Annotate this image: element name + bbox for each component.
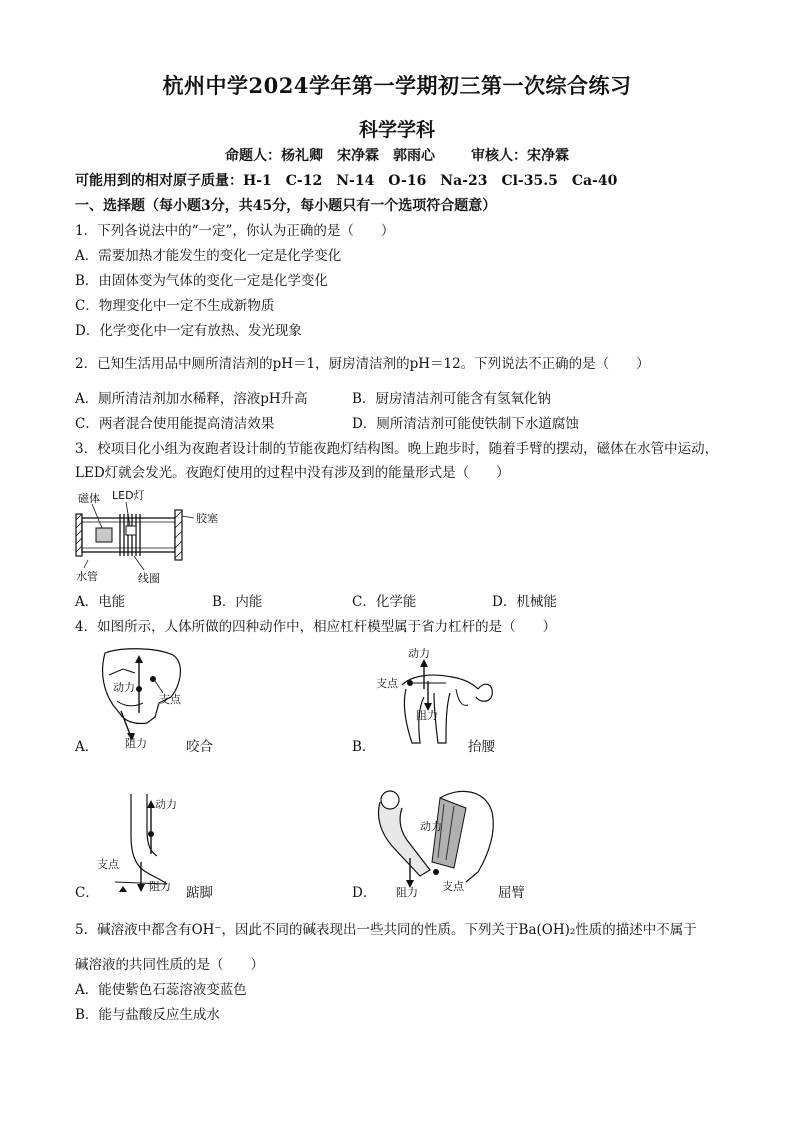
- q1-option-c: C．物理变化中一定不生成新物质: [75, 298, 275, 314]
- q4-option-b-name: 抬腰: [468, 739, 495, 755]
- label-coil: 线圈: [138, 572, 160, 585]
- atomic-mass-line: 可能用到的相对原子质量：H-1 C-12 N-14 O-16 Na-23 Cl-35.5 Ca-40: [75, 173, 618, 189]
- tiptoe-resist-label: 阻力: [149, 880, 171, 893]
- bite-fulcrum-label: 支点: [159, 693, 181, 706]
- author-3: 郭雨心: [393, 148, 435, 164]
- label-pipe: 水管: [76, 570, 98, 583]
- author-2: 宋净霖: [337, 148, 379, 164]
- arm-power-label: 动力: [420, 820, 442, 833]
- bite-resist-label: 阻力: [125, 737, 147, 750]
- waist-resist-label: 阻力: [416, 709, 438, 722]
- q4-option-a-letter: A．: [75, 739, 99, 755]
- q3-option-a: A．电能: [75, 594, 126, 610]
- waist-power-label: 动力: [408, 647, 430, 660]
- q1-stem: 1．下列各说法中的“一定”，你认为正确的是（ ）: [75, 223, 395, 239]
- q2-stem: 2．已知生活用品中厕所清洁剂的pH＝1，厨房清洁剂的pH＝12。下列说法不正确的是（ ）: [75, 356, 650, 372]
- arm-fulcrum-label: 支点: [442, 880, 464, 893]
- q4-option-d-name: 屈臂: [498, 885, 525, 901]
- label-led: LED灯: [112, 489, 145, 502]
- q4-option-b-letter: B．: [352, 739, 376, 755]
- q3-option-d: D．机械能: [492, 594, 557, 610]
- night-light-diagram: [72, 488, 242, 588]
- q3-stem-line2: LED灯就会发光。夜跑灯使用的过程中没有涉及到的能量形式是（ ）: [75, 465, 510, 481]
- q2-option-b: B．厨房清洁剂可能含有氢氧化钠: [352, 391, 551, 407]
- q4-option-a-name: 咬合: [186, 739, 213, 755]
- section-heading: 一、选择题（每小题3分，共45分，每小题只有一个选项符合题意）: [75, 198, 497, 214]
- tiptoe-power-label: 动力: [155, 798, 177, 811]
- q2-option-a: A．厕所清洁剂加水稀释，溶液pH升高: [75, 391, 308, 407]
- arm-resist-label: 阻力: [396, 886, 418, 897]
- tiptoe-lever-diagram: [95, 790, 195, 895]
- page-subtitle: 科学学科: [358, 119, 435, 141]
- q4-option-c-name: 踮脚: [186, 885, 213, 901]
- q1-option-a: A．需要加热才能发生的变化一定是化学变化: [75, 248, 342, 264]
- q1-option-b: B．由固体变为气体的变化一定是化学变化: [75, 273, 328, 289]
- label-magnet: 磁体: [78, 492, 100, 505]
- waist-lever-diagram: [372, 645, 502, 750]
- q5-stem-line1: 5．碱溶液中都含有OH⁻，因此不同的碱表现出一些共同的性质。下列关于Ba(OH)₂性质的描述中不属于: [75, 922, 697, 938]
- q3-option-c: C．化学能: [352, 594, 417, 610]
- q4-option-c-letter: C．: [75, 885, 99, 901]
- bite-lever-diagram: [95, 645, 195, 750]
- reviewer: 审核人：宋净霖: [471, 148, 569, 164]
- q3-option-b: B．内能: [212, 594, 263, 610]
- authors-line: [0, 147, 794, 165]
- label-plug: 胶塞: [196, 512, 218, 525]
- q5-option-b: B．能与盐酸反应生成水: [75, 1007, 220, 1023]
- tiptoe-fulcrum-label: 支点: [97, 858, 119, 871]
- authors-label: 命题人：杨礼卿: [225, 148, 323, 164]
- arm-flex-lever-diagram: [370, 772, 500, 897]
- q2-option-c: C．两者混合使用能提高清洁效果: [75, 416, 275, 432]
- q1-option-d: D．化学变化中一定有放热、发光现象: [75, 323, 302, 339]
- waist-fulcrum-label: 支点: [376, 677, 398, 690]
- q4-stem: 4．如图所示，人体所做的四种动作中，相应杠杆模型属于省力杠杆的是（ ）: [75, 619, 557, 635]
- q5-stem-line2: 碱溶液的共同性质的是（ ）: [75, 957, 264, 973]
- q2-option-d: D．厕所清洁剂可能使铁制下水道腐蚀: [352, 416, 579, 432]
- page-title: 杭州中学2024学年第一学期初三第一次综合练习: [162, 73, 632, 98]
- q4-option-d-letter: D．: [352, 885, 377, 901]
- bite-power-label: 动力: [113, 681, 135, 694]
- q5-option-a: A．能使紫色石蕊溶液变蓝色: [75, 982, 247, 998]
- q3-stem-line1: 3．校项目化小组为夜跑者设计制的节能夜跑灯结构图。晚上跑步时，随着手臂的摆动，磁体在水管中运动，: [75, 441, 719, 457]
